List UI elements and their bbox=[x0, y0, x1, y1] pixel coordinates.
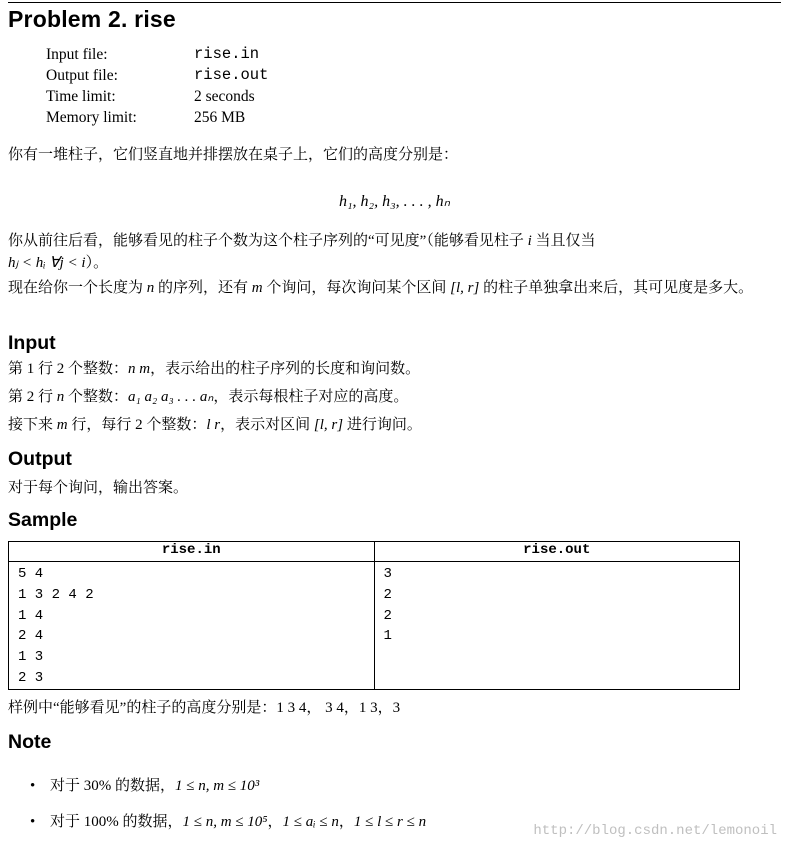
meta-output-file bbox=[46, 65, 268, 86]
math-range: [l, r] bbox=[313, 417, 344, 433]
meta-value: rise.in bbox=[194, 45, 260, 63]
meta-value: rise.out bbox=[194, 66, 269, 84]
text: 对于 30% 的数据， bbox=[50, 778, 175, 794]
statement-paragraph-2 bbox=[8, 230, 768, 274]
text: 对于 100% 的数据， bbox=[50, 814, 183, 830]
math-var: m bbox=[56, 417, 68, 433]
text: ，表示每根柱子对应的高度。 bbox=[213, 389, 409, 405]
watermark: http://blog.csdn.net/lemonoil bbox=[533, 823, 777, 839]
math-var: n bbox=[146, 280, 155, 296]
top-rule bbox=[8, 2, 781, 3]
math-constraint: 1 ≤ n, m ≤ 10⁵ bbox=[182, 814, 268, 830]
text: 当且仅当 bbox=[531, 233, 596, 249]
note-heading: Note bbox=[8, 731, 52, 753]
text: 行，每行 2 个整数： bbox=[67, 417, 207, 433]
meta-label: Output file: bbox=[46, 67, 118, 84]
meta-value: 256 MB bbox=[194, 109, 246, 126]
statement-paragraph-1: 你有一堆柱子，它们竖直地并排摆放在桌子上，它们的高度分别是： bbox=[8, 147, 459, 163]
table-row bbox=[9, 562, 740, 690]
list-item bbox=[30, 775, 259, 797]
meta-label: Memory limit: bbox=[46, 109, 137, 126]
sample-output-body: 3 2 2 1 bbox=[374, 562, 740, 690]
text: 个询问，每次询问某个区间 bbox=[262, 280, 451, 296]
meta-value: 2 seconds bbox=[194, 88, 255, 105]
page-title: Problem 2. rise bbox=[8, 6, 176, 32]
math-sequence: a₁ a₂ a₃ . . . aₙ bbox=[128, 389, 214, 405]
heights-formula: h₁, h₂, h₃, . . . , hₙ bbox=[338, 193, 451, 210]
math-vars: l r bbox=[206, 417, 221, 433]
math-condition: hⱼ < hᵢ ∀j < i bbox=[8, 255, 86, 271]
math-range: [l, r] bbox=[450, 280, 480, 296]
text: 的序列，还有 bbox=[154, 280, 252, 296]
text: 进行询问。 bbox=[343, 417, 422, 433]
sample-input-header: rise.in bbox=[9, 542, 375, 562]
separator: ， bbox=[267, 814, 283, 830]
text: 第 2 行 bbox=[8, 389, 57, 405]
text: ）。 bbox=[85, 255, 109, 271]
math-var: i bbox=[527, 233, 532, 249]
text: ，表示给出的柱子序列的长度和询问数。 bbox=[150, 361, 421, 377]
meta-label: Time limit: bbox=[46, 88, 116, 105]
math-vars: n m bbox=[128, 361, 151, 377]
text: 接下来 bbox=[8, 417, 57, 433]
meta-label: Input file: bbox=[46, 46, 108, 63]
problem-meta bbox=[46, 44, 268, 128]
math-constraint: 1 ≤ n, m ≤ 10³ bbox=[175, 778, 260, 794]
list-item bbox=[30, 811, 426, 833]
sample-table bbox=[8, 541, 740, 690]
text: 你从前往后看，能够看见的柱子个数为这个柱子序列的“可见度”（能够看见柱子 bbox=[8, 233, 528, 249]
sample-output-header: rise.out bbox=[374, 542, 740, 562]
meta-memory-limit bbox=[46, 107, 268, 128]
sample-heading: Sample bbox=[8, 509, 78, 531]
math-constraint: 1 ≤ aᵢ ≤ n bbox=[282, 814, 339, 830]
bullet-icon: • bbox=[30, 814, 36, 830]
text: ，表示对区间 bbox=[220, 417, 314, 433]
input-heading: Input bbox=[8, 332, 56, 354]
statement-paragraph-3 bbox=[8, 277, 768, 299]
text: 个整数： bbox=[64, 389, 129, 405]
sample-caption: 样例中“能够看见”的柱子的高度分别是：1 3 4， 3 4，1 3，3 bbox=[8, 700, 401, 716]
output-text: 对于每个询问，输出答案。 bbox=[8, 480, 189, 496]
math-var: m bbox=[251, 280, 263, 296]
text: 现在给你一个长度为 bbox=[8, 280, 147, 296]
input-line-1 bbox=[8, 358, 768, 380]
meta-input-file bbox=[46, 44, 268, 65]
sample-input-body: 5 4 1 3 2 4 2 1 4 2 4 1 3 2 3 bbox=[9, 562, 375, 690]
table-header-row bbox=[9, 542, 740, 562]
input-line-2 bbox=[8, 386, 768, 408]
separator: ， bbox=[338, 814, 354, 830]
math-constraint: 1 ≤ l ≤ r ≤ n bbox=[353, 814, 427, 830]
math-var: n bbox=[56, 389, 65, 405]
text: 的柱子单独拿出来后，其可见度是多大。 bbox=[479, 280, 754, 296]
input-line-3 bbox=[8, 414, 768, 436]
meta-time-limit bbox=[46, 86, 268, 107]
bullet-icon: • bbox=[30, 778, 36, 794]
output-heading: Output bbox=[8, 448, 72, 470]
text: 第 1 行 2 个整数： bbox=[8, 361, 129, 377]
